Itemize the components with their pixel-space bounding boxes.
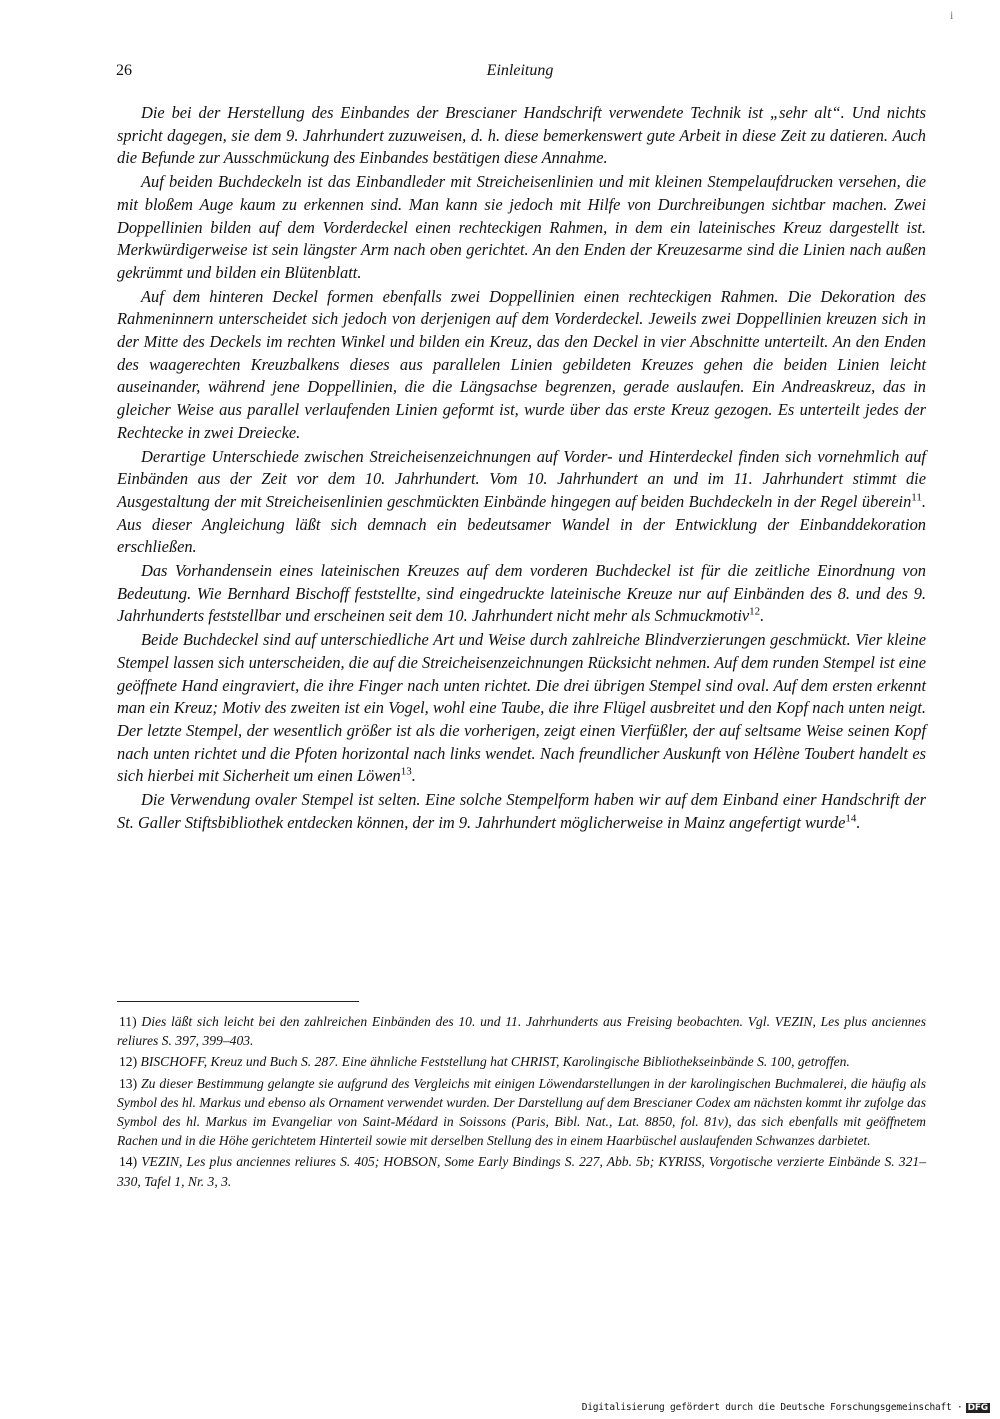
body-text — [117, 102, 926, 836]
footnote-text: Dies läßt sich leicht bei den zahlreichen Einbänden des 10. und 11. Jahrhunderts aus Freising beobachten. Vgl. VEZIN, Les plus anciennes reliures S. 397, 399–403. — [117, 1014, 926, 1049]
footnote-number: 14) — [119, 1154, 138, 1170]
page-number: 26 — [116, 62, 132, 79]
digitization-credit — [582, 1402, 990, 1413]
paragraph: Das Vorhandensein eines lateinischen Kreuzes auf dem vorderen Buchdeckel ist für die zeitliche Einordnung von Bedeutung. Wie Bernhard Bischoff feststellte, sind eingedruckte lateinische Kreuze nur auf Einbänden des 8. und des 9. Jahrhunderts feststellbar und erscheinen seit dem 10. Jahrhundert nicht mehr als Schmuckmotiv$^{12}$. — [117, 561, 926, 626]
footnote-item — [117, 1012, 926, 1050]
footnote-item — [117, 1052, 926, 1071]
footnote-item — [117, 1152, 926, 1190]
paragraph: Derartige Unterschiede zwischen Streicheisenzeichnungen auf Vorder- und Hinterdeckel finden sich vornehmlich auf Einbänden aus der Zeit vor dem 10. Jahrhundert. Vom 10. Jahrhundert an und im 11. Jahrhundert stimmt die Ausgestaltung der mit Streicheisenlinien geschmückten Einbände hingegen auf beiden Buchdeckeln in der Regel überein$^{11}$. Aus dieser Angleichung läßt sich demnach ein bedeutsamer Wandel in der Entwicklung der Einbanddekoration erschließen. — [117, 446, 926, 557]
running-title: Einleitung — [486, 62, 554, 79]
footnote-ref[interactable]: 14 — [845, 812, 857, 825]
corner-mark: i — [950, 8, 954, 22]
footnote-ref[interactable]: 12 — [749, 606, 761, 618]
footnote-number: 11) — [119, 1014, 137, 1029]
footnotes — [117, 1012, 926, 1193]
footnote-text: VEZIN, Les plus anciennes reliures S. 405; HOBSON, Some Early Bindings S. 227, Abb. 5b; KYRISS, Vorgotische verzierte Einbände S. 321–330, Tafel 1, Nr. 3, 3. — [117, 1154, 926, 1189]
dfg-logo-icon: DFG — [967, 1403, 988, 1413]
footnote-item — [117, 1074, 926, 1151]
footnote-divider — [117, 1001, 359, 1002]
paragraph: Die Verwendung ovaler Stempel ist selten. Eine solche Stempelform haben wir auf dem Einband einer Handschrift der St. Galler Stiftsbibliothek entdecken können, der im 9. Jahrhundert möglicherweise in Mainz angefertigt wurde$^{14}$. — [117, 790, 926, 832]
footnote-number: 13) — [119, 1075, 138, 1091]
footnote-ref[interactable]: 11 — [911, 491, 922, 504]
footnote-text: BISCHOFF, Kreuz und Buch S. 287. Eine ähnliche Feststellung hat CHRIST, Karolingische Bibliothekseinbände S. 100, getroffen. — [140, 1054, 850, 1070]
paragraph: Auf dem hinteren Deckel formen ebenfalls zwei Doppellinien einen rechteckigen Rahmen. Die Dekoration des Rahmeninnern unterscheidet sich jedoch von derjenigen auf dem Vorderdeckel. Jeweils zwei Doppellinien kreuzen sich in der Mitte des Deckels im rechten Winkel und bilden ein Kreuz, das den Deckel in vier Abschnitte unterteilt. An den Enden des waagerechten Kreuzbalkens dieses aus parallelen Linien gebildeten Kreuzes gehen die beiden Linien leicht auseinander, während jene Doppellinien, die die Längsachse begrenzen, gerade auslaufen. Ein Andreaskreuz, das in gleicher Weise aus parallel verlaufenden Linien geformt ist, wurde über das erste Kreuz gezogen. Es unterteilt jedes der Rechtecke in zwei Dreiecke. — [117, 286, 926, 442]
credit-text: Digitalisierung gefördert durch die Deutsche Forschungsgemeinschaft · — [581, 1402, 963, 1413]
paragraph: Beide Buchdeckel sind auf unterschiedliche Art und Weise durch zahlreiche Blindverzierungen geschmückt. Vier kleine Stempel lassen sich unterscheiden, die auf die Streicheisenzeichnungen Rücksicht nehmen. Auf dem runden Stempel ist eine geöffnete Hand eingraviert, die ihre Finger nach unten richtet. Die drei übrigen Stempel sind oval. Auf dem ersten erkennt man ein Kreuz; Motiv des zweiten ist ein Vogel, wohl eine Taube, die ihre Flügel ausbreitet und den Kopf nach unten neigt. Der letzte Stempel, der wesentlich größer ist als die vorherigen, zeigt einen Vierfüßler, der auf seltsame Weise seinen Kopf nach unten richtet und die Pfoten horizontal nach links wendet. Nach freundlicher Auskunft von Hélène Toubert handelt es sich hierbei mit Sicherheit um einen Löwen$^{13}$. — [117, 630, 926, 786]
footnote-text: Zu dieser Bestimmung gelangte sie aufgrund des Vergleichs mit einigen Löwendarstellungen in der karolingischen Buchmalerei, die häufig als Symbol des hl. Markus und ebenso als Ornament verwendet wurden. Der Darstellung auf dem Brescianer Codex am nächsten kommt ihr zufolge das Symbol des hl. Markus im Evangeliar von Saint-Médard in Soissons (Paris, Bibl. Nat., Lat. 8850, fol. 81v), das sich ebenfalls mit geöffnetem Rachen und in die Höhe gerichtetem Hinterteil sowie mit derselben Stellung des in einem Haarbüschel auslaufenden Schwanzes darbietet. — [117, 1075, 926, 1149]
paragraph: Auf beiden Buchdeckeln ist das Einbandleder mit Streicheisenlinien und mit kleinen Stempelaufdrucken versehen, die mit bloßem Auge kaum zu erkennen sind. Man kann sie jedoch mit Hilfe von Durchreibungen sichtbar machen. Zwei Doppellinien bilden auf dem Vorderdeckel einen rechteckigen Rahmen, in dem ein lateinisches Kreuz dargestellt ist. Merkwürdigerweise ist sein längster Arm nach oben gerichtet. An den Enden der Kreuzesarme sind die Linien nach außen gekrümmt und bilden ein Blütenblatt. — [117, 172, 926, 282]
footnote-ref[interactable]: 13 — [400, 765, 412, 778]
footnote-number: 12) — [119, 1054, 138, 1070]
paragraph: Die bei der Herstellung des Einbandes der Brescianer Handschrift verwendete Technik ist „sehr alt“. Und nichts spricht dagegen, sie dem 9. Jahrhundert zuzuweisen, d. h. diese bemerkenswert gute Arbeit in diese Zeit zu datieren. Auch die Befunde zur Ausschmückung des Einbandes bestätigen diese Annahme. — [117, 103, 926, 168]
